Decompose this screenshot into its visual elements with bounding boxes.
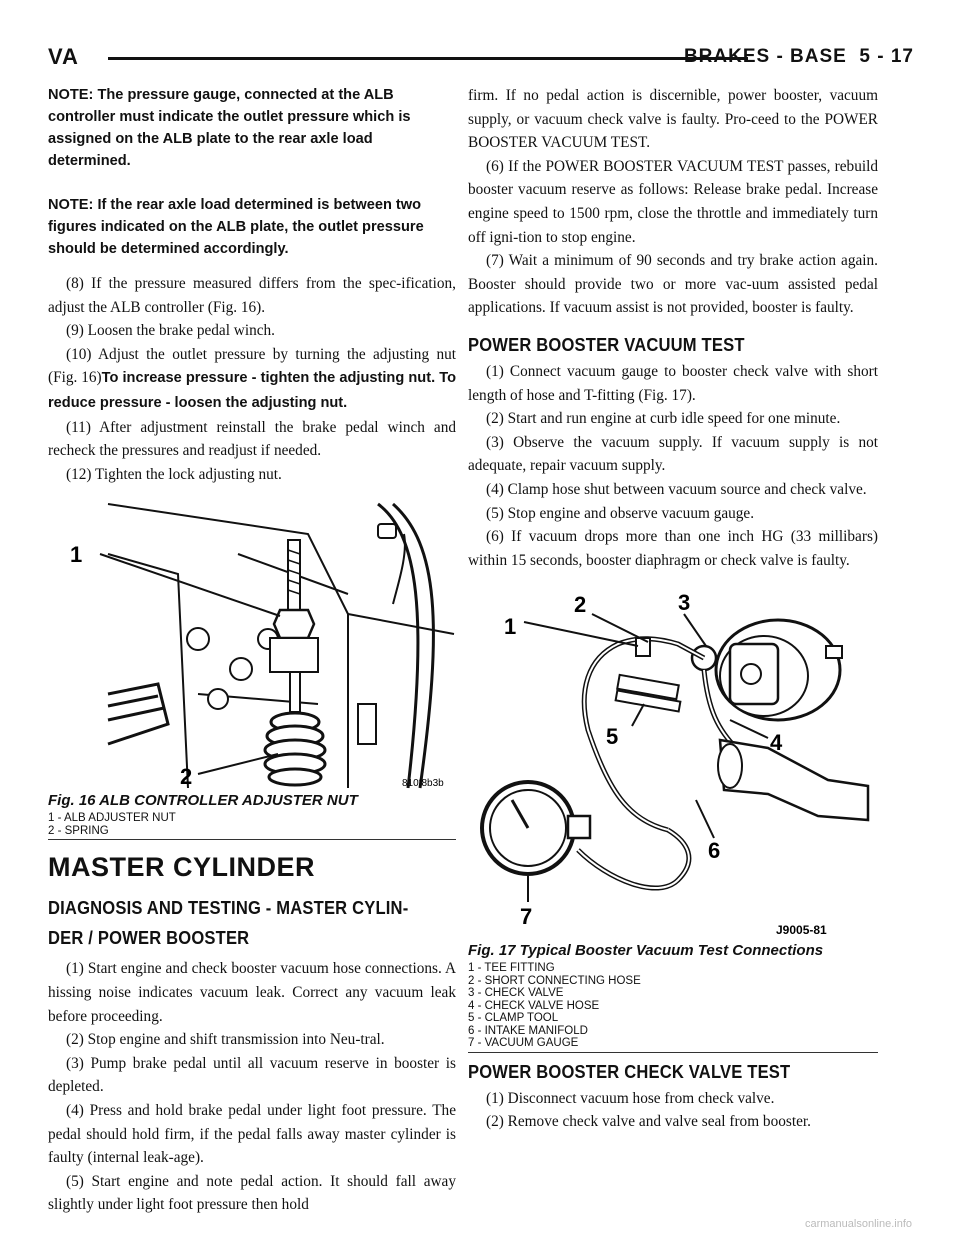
header-title [684, 46, 914, 68]
step-12: (12) Tighten the lock adjusting nut. [66, 465, 282, 483]
diag-step-5: (5) Start engine and note pedal action. It should fall away slightly under light foot pressure then hold [48, 1172, 456, 1214]
left-column [48, 84, 456, 1217]
vac-step-5: (5) Stop engine and observe vacuum gauge. [486, 504, 755, 522]
footer-watermark: carmanualsonline.info [804, 1218, 912, 1230]
figure-17 [468, 580, 878, 1053]
legend-item: 7 - VACUUM GAUGE [468, 1037, 579, 1050]
step-8: (8) If the pressure measured differs from the spec-ification, adjust the ALB controller (Fig. 16). [48, 275, 456, 316]
section-title-master-cylinder: MASTER CYLINDER [48, 852, 316, 883]
vac-step-6: (6) If vacuum drops more than one inch HG (33 millibars) within 15 seconds, booster diaphragm or check valve is faulty. [468, 528, 878, 569]
diag-step-3: (3) Pump brake pedal until all vacuum reserve in booster is depleted. [48, 1054, 456, 1096]
figure-16-illustration [48, 494, 456, 790]
fig17-callout-1: 1 [504, 614, 517, 640]
fig17-callout-2: 2 [574, 592, 587, 618]
figure-17-illustration [468, 580, 878, 940]
note-rear-axle-load: NOTE: If the rear axle load determined is between two figures indicated on the ALB plate, the outlet pressure should be determined accordingly. [48, 197, 424, 257]
heading-check-valve-test: POWER BOOSTER CHECK VALVE TEST [468, 1061, 791, 1082]
header-title-text: BRAKES - BASE [683, 46, 847, 67]
step-9: (9) Loosen the brake pedal winch. [66, 322, 275, 340]
figure-17-caption: Fig. 17 Typical Booster Vacuum Test Connections [468, 942, 824, 960]
heading-diagnosis-line2: DER / POWER BOOSTER [48, 928, 250, 949]
figure-16-legend [48, 812, 456, 837]
step-10-bold: To increase pressure - tighten the adjusting nut. To reduce pressure - loosen the adjusting nut. [48, 370, 456, 411]
fig16-callout-1: 1 [70, 542, 83, 568]
right-column [468, 84, 878, 1134]
heading-diagnosis-line1: DIAGNOSIS AND TESTING - MASTER CYLIN- [48, 898, 409, 919]
fig17-callout-5: 5 [606, 724, 619, 750]
diag-step-7: (7) Wait a minimum of 90 seconds and try brake action again. Booster should provide two or more vac-uum assisted pedal applications. If vacuum assist is not provided, booster is faulty. [468, 252, 878, 317]
fig17-code: J9005-81 [776, 923, 827, 938]
step-11: (11) After adjustment reinstall the brake pedal winch and recheck the pressures and readjust if needed. [48, 418, 456, 460]
fig17-callout-4: 4 [770, 730, 783, 756]
figure-16-caption: Fig. 16 ALB CONTROLLER ADJUSTER NUT [48, 792, 358, 810]
legend-item: 6 - INTAKE MANIFOLD [468, 1024, 588, 1037]
vac-step-3: (3) Observe the vacuum supply. If vacuum supply is not adequate, repair vacuum supply. [468, 433, 878, 475]
heading-vacuum-test: POWER BOOSTER VACUUM TEST [468, 334, 745, 355]
check-step-2: (2) Remove check valve and valve seal from booster. [486, 1113, 811, 1131]
legend-item: 4 - CHECK VALVE HOSE [468, 999, 600, 1012]
header-section: VA [48, 44, 79, 69]
diag-step-4: (4) Press and hold brake pedal under light foot pressure. The pedal should hold firm, if the pedal falls away master cylinder is faulty (internal leak-age). [48, 1101, 456, 1167]
header-page-number: 5 - 17 [859, 46, 914, 67]
figure-17-rule [468, 1052, 878, 1053]
fig17-callout-6: 6 [708, 838, 721, 864]
figure-16 [48, 494, 456, 840]
step-10-text: (10) Adjust the outlet pressure by turning the adjusting nut (Fig. 16) [48, 345, 456, 387]
legend-item: 2 - SHORT CONNECTING HOSE [468, 974, 641, 987]
fig16-callout-2: 2 [180, 764, 193, 790]
fig17-callout-3: 3 [678, 590, 691, 616]
header-rule [108, 57, 748, 60]
fig17-callout-7: 7 [520, 904, 533, 930]
legend-item: 1 - ALB ADJUSTER NUT [48, 812, 176, 825]
note-pressure-gauge: NOTE: The pressure gauge, connected at the ALB controller must indicate the outlet pressure which is assigned on the ALB plate to the rear axle load determined. [48, 87, 411, 169]
diag-step-5-continued: firm. If no pedal action is discernible, power booster, vacuum supply, or vacuum check valve is faulty. Pro-ceed to the POWER BOOSTER VACUUM TEST. [468, 87, 878, 152]
legend-item: 2 - SPRING [48, 824, 109, 837]
vac-step-1: (1) Connect vacuum gauge to booster check valve with short length of hose and T-fitting (Fig. 17). [468, 362, 878, 404]
legend-item: 1 - TEE FITTING [468, 962, 555, 975]
vac-step-2: (2) Start and run engine at curb idle speed for one minute. [486, 410, 841, 428]
check-step-1: (1) Disconnect vacuum hose from check valve. [486, 1089, 775, 1107]
fig16-code: 810f8b3b [402, 778, 444, 790]
figure-17-legend [468, 962, 878, 1050]
legend-item: 3 - CHECK VALVE [468, 987, 564, 1000]
legend-item: 5 - CLAMP TOOL [468, 1012, 559, 1025]
step-10 [48, 343, 456, 416]
diag-step-6: (6) If the POWER BOOSTER VACUUM TEST passes, rebuild booster vacuum reserve as follows: Release brake pedal. Increase engine speed to 1500 rpm, close the throttle and immediately turn off igni-tion to stop engine. [468, 157, 878, 246]
vac-step-4: (4) Clamp hose shut between vacuum source and check valve. [486, 480, 867, 498]
figure-16-rule [48, 839, 456, 840]
diag-step-2: (2) Stop engine and shift transmission into Neu-tral. [66, 1031, 385, 1049]
diag-step-1: (1) Start engine and check booster vacuum hose connections. A hissing noise indicates vacuum leak. Correct any vacuum leak before proceeding. [48, 960, 456, 1025]
heading-diagnosis [48, 893, 456, 953]
